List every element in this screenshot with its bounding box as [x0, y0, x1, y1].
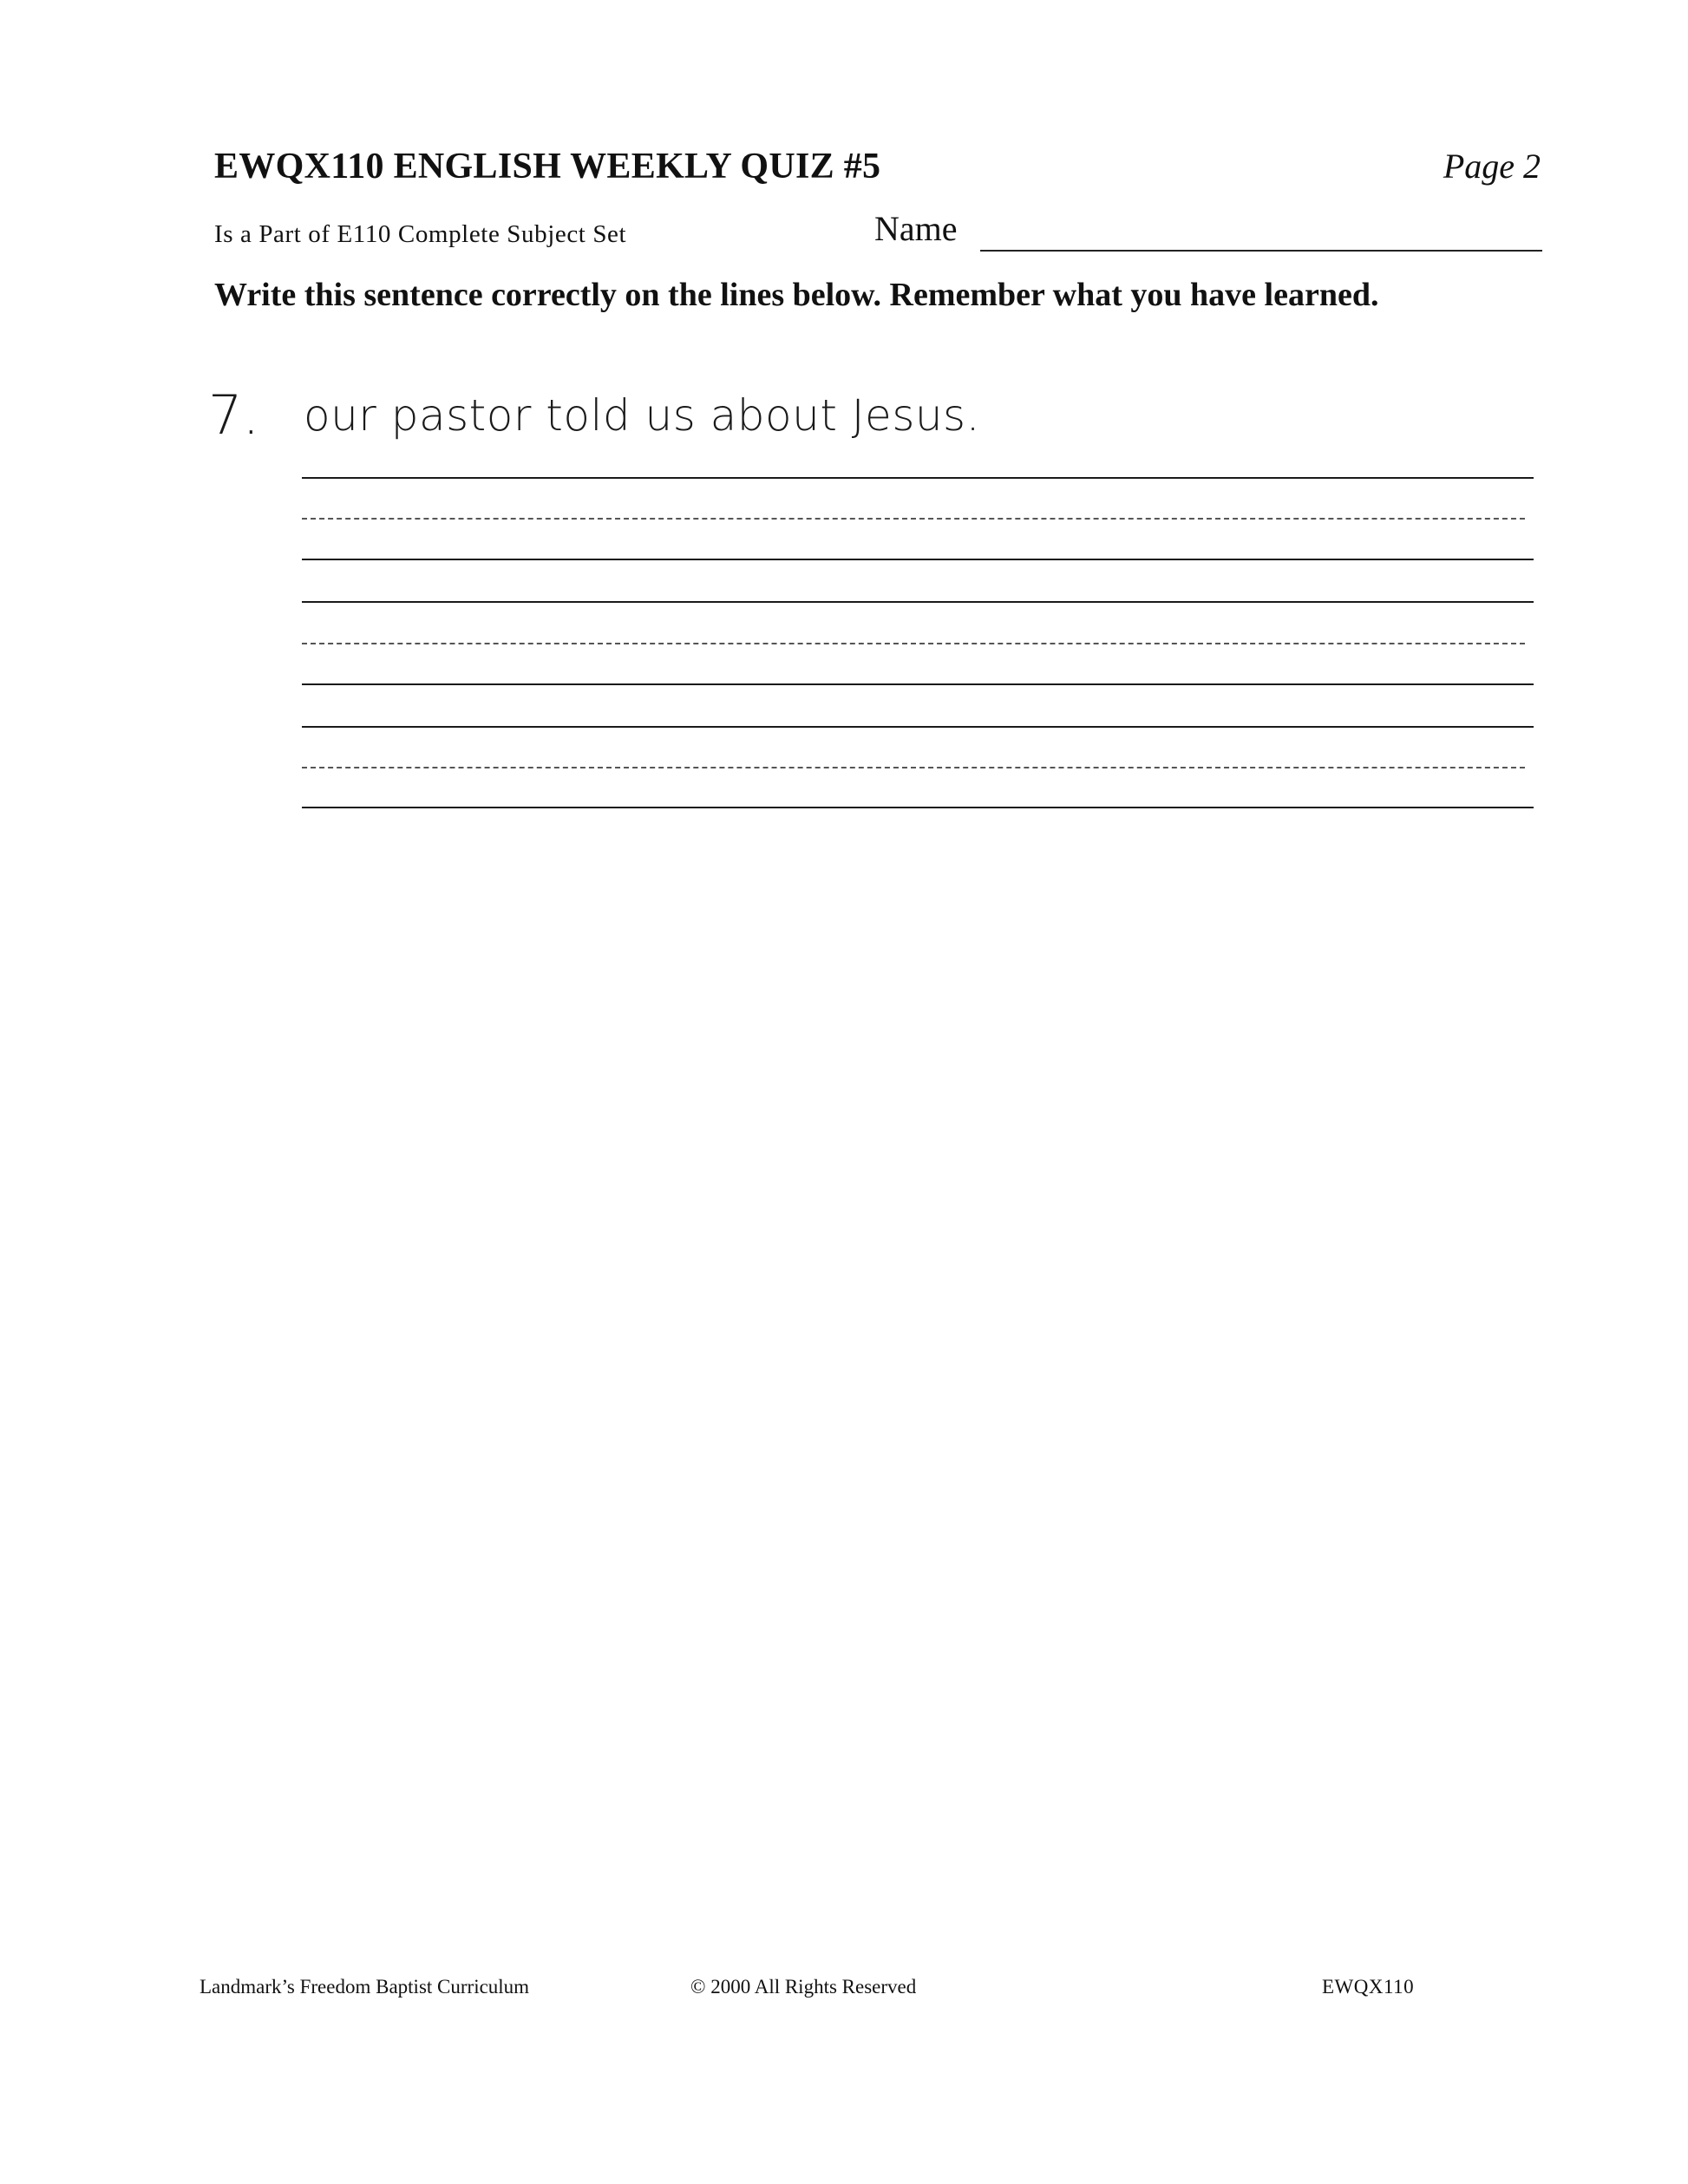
writing-line-1-base[interactable]	[302, 559, 1534, 560]
footer-code: EWQX110	[1322, 1976, 1415, 1998]
question-sentence: our pastor told us about Jesus.	[304, 390, 981, 441]
question-number: 7.	[208, 383, 260, 447]
subject-set-note: Is a Part of E110 Complete Subject Set	[214, 220, 627, 248]
writing-line-3-base[interactable]	[302, 807, 1534, 808]
footer-publisher: Landmark’s Freedom Baptist Curriculum	[200, 1976, 530, 1998]
writing-line-2-top[interactable]	[302, 601, 1534, 603]
writing-line-2-mid	[302, 643, 1525, 644]
writing-line-3-mid	[302, 767, 1525, 768]
instructions: Write this sentence correctly on the lines below. Remember what you have learned.	[214, 277, 1379, 313]
quiz-title: EWQX110 ENGLISH WEEKLY QUIZ #5	[214, 147, 881, 186]
page-number: Page 2	[1443, 147, 1541, 186]
name-field[interactable]	[980, 250, 1542, 252]
name-label: Name	[874, 209, 958, 248]
writing-line-2-base[interactable]	[302, 683, 1534, 685]
writing-line-1-top[interactable]	[302, 477, 1534, 479]
writing-line-1-mid	[302, 518, 1525, 520]
footer-copyright: © 2000 All Rights Reserved	[690, 1976, 917, 1998]
writing-line-3-top[interactable]	[302, 726, 1534, 728]
